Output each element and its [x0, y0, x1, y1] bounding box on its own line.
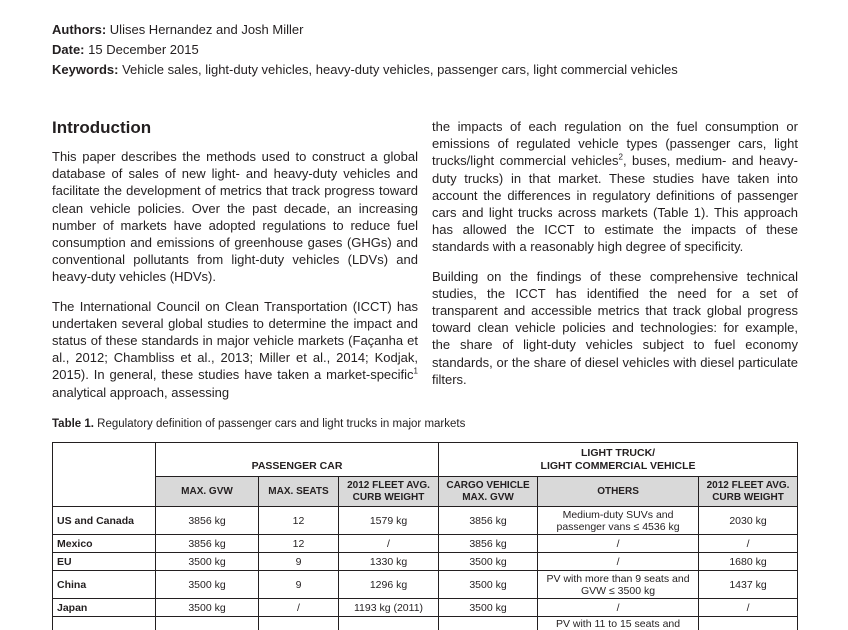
document-metadata [52, 20, 678, 80]
table-cell: 9 [259, 553, 339, 571]
market-name [53, 617, 156, 630]
table-cell: 3856 kg [156, 507, 259, 535]
date-line: Date: 15 December 2015 [52, 42, 199, 57]
market-name: US and Canada [53, 507, 156, 535]
regulatory-definition-table [52, 442, 798, 630]
table-cell: 3500 kg [439, 553, 538, 571]
table-cell: 3500 kg [439, 571, 538, 599]
column-header: 2012 FLEET AVG. CURB WEIGHT [339, 477, 439, 507]
market-name: EU [53, 553, 156, 571]
authors-line: Authors: Ulises Hernandez and Josh Miller [52, 22, 304, 37]
market-name: Japan [53, 599, 156, 617]
table-cell: / [259, 599, 339, 617]
table-cell: 3856 kg [439, 507, 538, 535]
table-cell: 1193 kg (2011) [339, 599, 439, 617]
table-cell: 1330 kg [339, 553, 439, 571]
table-cell: / [538, 535, 699, 553]
table-cell: 1579 kg [339, 507, 439, 535]
table-cell: 3500 kg [439, 599, 538, 617]
table-cell: 1437 kg [699, 571, 798, 599]
table-row [53, 553, 798, 571]
authors-value: Ulises Hernandez and Josh Miller [109, 22, 304, 37]
paragraph-1: This paper describes the methods used to construct a global database of sales of new light- and heavy-duty vehicles and facilitate the development of metrics that track progress toward clean vehicle policies. Over the past decade, an increasing number of markets have adopted regulations to reduce fuel consumption and emissions of greenhouse gases (GHGs) and conventional pollutants from light-duty vehicles (LDVs) and heavy-duty vehicles (HDVs). [52, 149, 418, 285]
right-column [432, 118, 798, 400]
table-cell: 3856 kg [439, 535, 538, 553]
table-row [53, 571, 798, 599]
left-column [52, 118, 418, 413]
table-caption: Table 1. Regulatory definition of passenger cars and light trucks in major markets [52, 418, 466, 430]
table-cell: / [699, 599, 798, 617]
table-cell: 2030 kg [699, 507, 798, 535]
table-cell: / [538, 553, 699, 571]
market-name: Mexico [53, 535, 156, 553]
table-cell: 12 [259, 535, 339, 553]
footnote-ref-1[interactable]: 1 [413, 367, 418, 377]
table-cell [259, 617, 339, 630]
table-container [52, 442, 798, 630]
column-header: OTHERS [538, 477, 699, 507]
passenger-car-group-header: PASSENGER CAR [156, 443, 439, 477]
table-cell [339, 617, 439, 630]
table-cell: 9 [259, 571, 339, 599]
table-row [53, 599, 798, 617]
table-cell: 3500 kg [156, 553, 259, 571]
table-cell: 12 [259, 507, 339, 535]
table-row [53, 535, 798, 553]
table-cell: 1296 kg [339, 571, 439, 599]
market-header-cell [53, 443, 156, 507]
section-heading: Introduction [52, 118, 152, 137]
light-truck-group-header: LIGHT TRUCK/ LIGHT COMMERCIAL VEHICLE [439, 443, 798, 477]
table-cell: PV with more than 9 seats and GVW ≤ 3500 kg [538, 571, 699, 599]
table-cell: Medium-duty SUVs and passenger vans ≤ 4536 kg [538, 507, 699, 535]
table-cell [439, 617, 538, 630]
column-header: CARGO VEHICLE MAX. GVW [439, 477, 538, 507]
paragraph-2: The International Council on Clean Transportation (ICCT) has undertaken several global studies to determine the impact and status of these standards in major vehicle markets (Façanha et al., 2012; Chambliss et al., 2013; Miller et al., 2014; Kodjak, 2015). In general, these studies have taken a market-specific$^1$ analytical approach, assessing [52, 298, 418, 400]
column-header: MAX. SEATS [259, 477, 339, 507]
column-header: 2012 FLEET AVG. CURB WEIGHT [699, 477, 798, 507]
keywords-line: Keywords: Vehicle sales, light-duty vehicles, heavy-duty vehicles, passenger cars, light commercial vehicles [52, 62, 678, 77]
paragraph-4: Building on the findings of these comprehensive technical studies, the ICCT has identified the need for a set of transparent and accessible metrics that track global progress toward clean vehicle policies and technologies: for example, the share of light-duty vehicles subject to fuel economy standards, or the share of diesel vehicles with diesel particulate filters. [432, 268, 798, 387]
table-cell [156, 617, 259, 630]
table-cell: / [699, 535, 798, 553]
paragraph-3: the impacts of each regulation on the fuel consumption or emissions of regulated vehicle types (passenger cars, light trucks/light commercial vehicles$^2$, buses, medium- and heavy-duty trucks) in that market. These studies have taken into account the differences in regulatory definitions of passenger cars and light trucks across markets (Table 1). This approach has allowed the ICCT to estimate the impacts of these standards with a reasonably high degree of specificity. [432, 119, 798, 255]
table-cell: 3500 kg [156, 599, 259, 617]
table-cell: 1680 kg [699, 553, 798, 571]
date-value: 15 December 2015 [88, 42, 199, 57]
table-cell [699, 617, 798, 630]
market-name: China [53, 571, 156, 599]
table-cell: / [538, 599, 699, 617]
table-cell: / [339, 535, 439, 553]
table-cell: 3500 kg [156, 571, 259, 599]
table-cell: 3856 kg [156, 535, 259, 553]
column-header: MAX. GVW [156, 477, 259, 507]
footnote-ref-2[interactable]: 2 [618, 153, 623, 163]
table-row [53, 617, 798, 630]
keywords-value: Vehicle sales, light-duty vehicles, heavy-duty vehicles, passenger cars, light commercial vehicles [122, 62, 678, 77]
table-cell: PV with 11 to 15 seats and [538, 617, 699, 630]
table-row [53, 507, 798, 535]
